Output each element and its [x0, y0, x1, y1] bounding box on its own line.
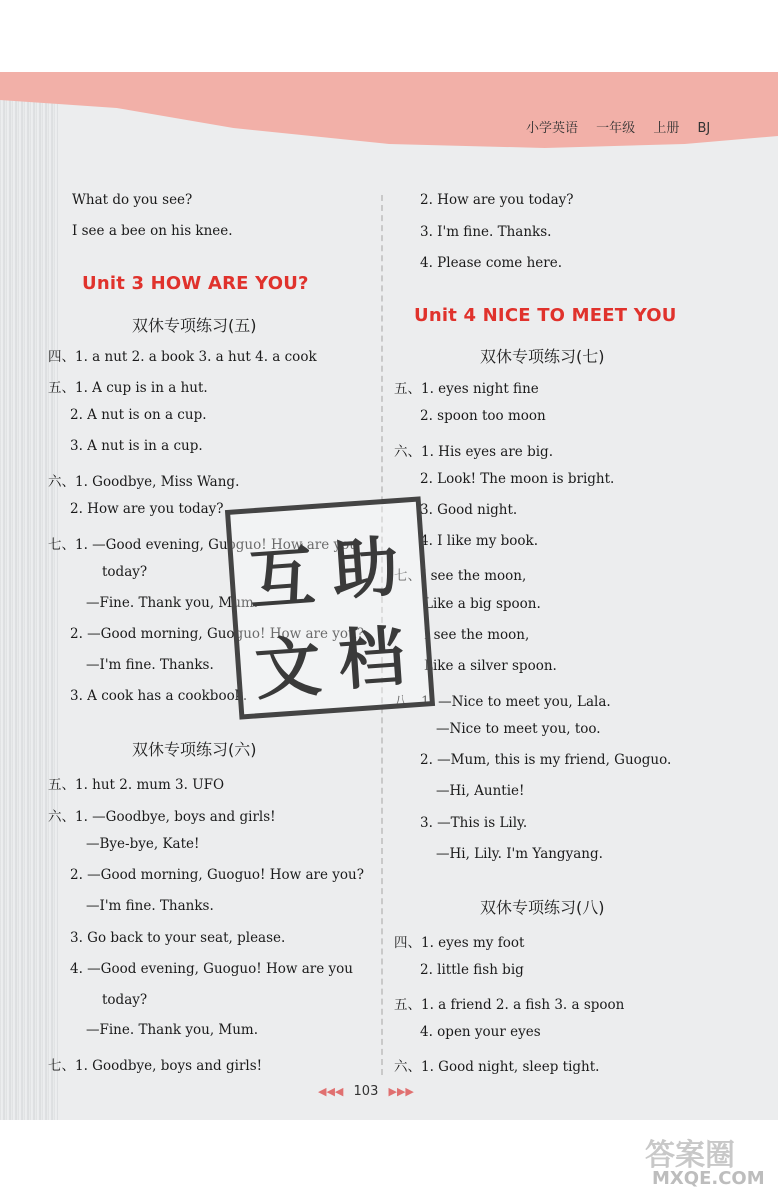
text-line: 4. open your eyes — [420, 1024, 541, 1040]
text-line: 4. I like my book. — [420, 533, 538, 549]
section-title: 双休专项练习(七) — [480, 347, 605, 366]
text-line: 七、1. —Good evening, Guoguo! How are you — [48, 537, 358, 553]
text-line: Like a big spoon. — [424, 596, 541, 612]
stamp-char: 档 — [336, 618, 408, 700]
text-line: 五、1. A cup is in a hut. — [48, 380, 208, 396]
text-line: 六、1. —Goodbye, boys and girls! — [48, 809, 276, 825]
text-line: 3. I'm fine. Thanks. — [420, 224, 552, 240]
text-line: Like a silver spoon. — [424, 658, 557, 674]
text-line: 2. —Mum, this is my friend, Guoguo. — [420, 752, 672, 768]
text-line: 4. —Good evening, Guoguo! How are you — [70, 961, 353, 977]
unit-4-title: Unit 4 NICE TO MEET YOU — [414, 305, 677, 326]
text-line: —Hi, Auntie! — [436, 783, 525, 799]
header-info — [526, 117, 724, 136]
text-line: 2. spoon too moon — [420, 408, 546, 424]
text-line: 七、1. Goodbye, boys and girls! — [48, 1058, 263, 1074]
stamp-logo — [225, 496, 435, 719]
text-line: —Bye-bye, Kate! — [86, 836, 200, 852]
text-line: —Hi, Lily. I'm Yangyang. — [436, 846, 603, 862]
text-line: I see the moon, — [424, 627, 530, 643]
text-line: I see a bee on his knee. — [72, 223, 233, 239]
text-line: 七、I see the moon, — [394, 568, 527, 584]
text-line: 六、1. His eyes are big. — [394, 444, 553, 460]
arrows-right-icon: ▶▶▶ — [388, 1085, 414, 1098]
text-line: 3. Good night. — [420, 502, 518, 518]
section-title: 双休专项练习(六) — [132, 740, 257, 759]
section-title: 双休专项练习(五) — [132, 316, 257, 335]
text-line: 八、1. —Nice to meet you, Lala. — [394, 694, 611, 710]
text-line: 四、1. eyes my foot — [394, 935, 525, 951]
text-line: —Fine. Thank you, Mum. — [86, 595, 259, 611]
text-line: today? — [102, 564, 148, 580]
stamp-char: 互 — [246, 538, 318, 620]
header-edition: BJ — [697, 121, 711, 136]
text-line: 2. How are you today? — [70, 501, 224, 517]
text-line: 3. —This is Lily. — [420, 815, 528, 831]
text-line: 五、1. eyes night fine — [394, 381, 539, 397]
text-line: 六、1. Goodbye, Miss Wang. — [48, 474, 240, 490]
text-line: 五、1. a friend 2. a fish 3. a spoon — [394, 997, 625, 1013]
text-line: 2. —Good morning, Guoguo! How are you? — [70, 626, 364, 642]
text-line: 3. A nut is in a cup. — [70, 438, 203, 454]
watermark-logo: 答案圈 — [645, 1138, 735, 1173]
unit-3-title: Unit 3 HOW ARE YOU? — [82, 273, 309, 294]
text-line: 2. How are you today? — [420, 192, 574, 208]
stamp-char: 助 — [329, 528, 401, 610]
text-line: 2. —Good morning, Guoguo! How are you? — [70, 867, 364, 883]
header-grade: 一年级 — [596, 121, 636, 136]
text-line: 3. Go back to your seat, please. — [70, 930, 286, 946]
page-footer — [318, 1084, 414, 1099]
text-line: 六、1. Good night, sleep tight. — [394, 1059, 600, 1075]
text-line: —Nice to meet you, too. — [436, 721, 601, 737]
page-number: 103 — [353, 1084, 379, 1099]
text-line: 3. A cook has a cookbook. — [70, 688, 248, 704]
text-line: today? — [102, 992, 148, 1008]
text-line: What do you see? — [72, 192, 193, 208]
text-line: —Fine. Thank you, Mum. — [86, 1022, 259, 1038]
stamp-char: 文 — [252, 627, 324, 710]
header-volume: 上册 — [653, 121, 680, 136]
arrows-left-icon: ◀◀◀ — [318, 1085, 344, 1098]
text-line: 2. Look! The moon is bright. — [420, 471, 615, 487]
text-line: 五、1. hut 2. mum 3. UFO — [48, 777, 225, 793]
text-line: 2. A nut is on a cup. — [70, 407, 207, 423]
page-edges — [0, 72, 58, 1120]
text-line: —I'm fine. Thanks. — [86, 898, 214, 914]
watermark-url: MXQE.COM — [652, 1168, 765, 1189]
section-title: 双休专项练习(八) — [480, 898, 605, 917]
text-line: 四、1. a nut 2. a book 3. a hut 4. a cook — [48, 349, 317, 365]
text-line: —I'm fine. Thanks. — [86, 657, 214, 673]
text-line: 2. little fish big — [420, 962, 524, 978]
header-subject: 小学英语 — [526, 121, 579, 136]
text-line: 4. Please come here. — [420, 255, 563, 271]
